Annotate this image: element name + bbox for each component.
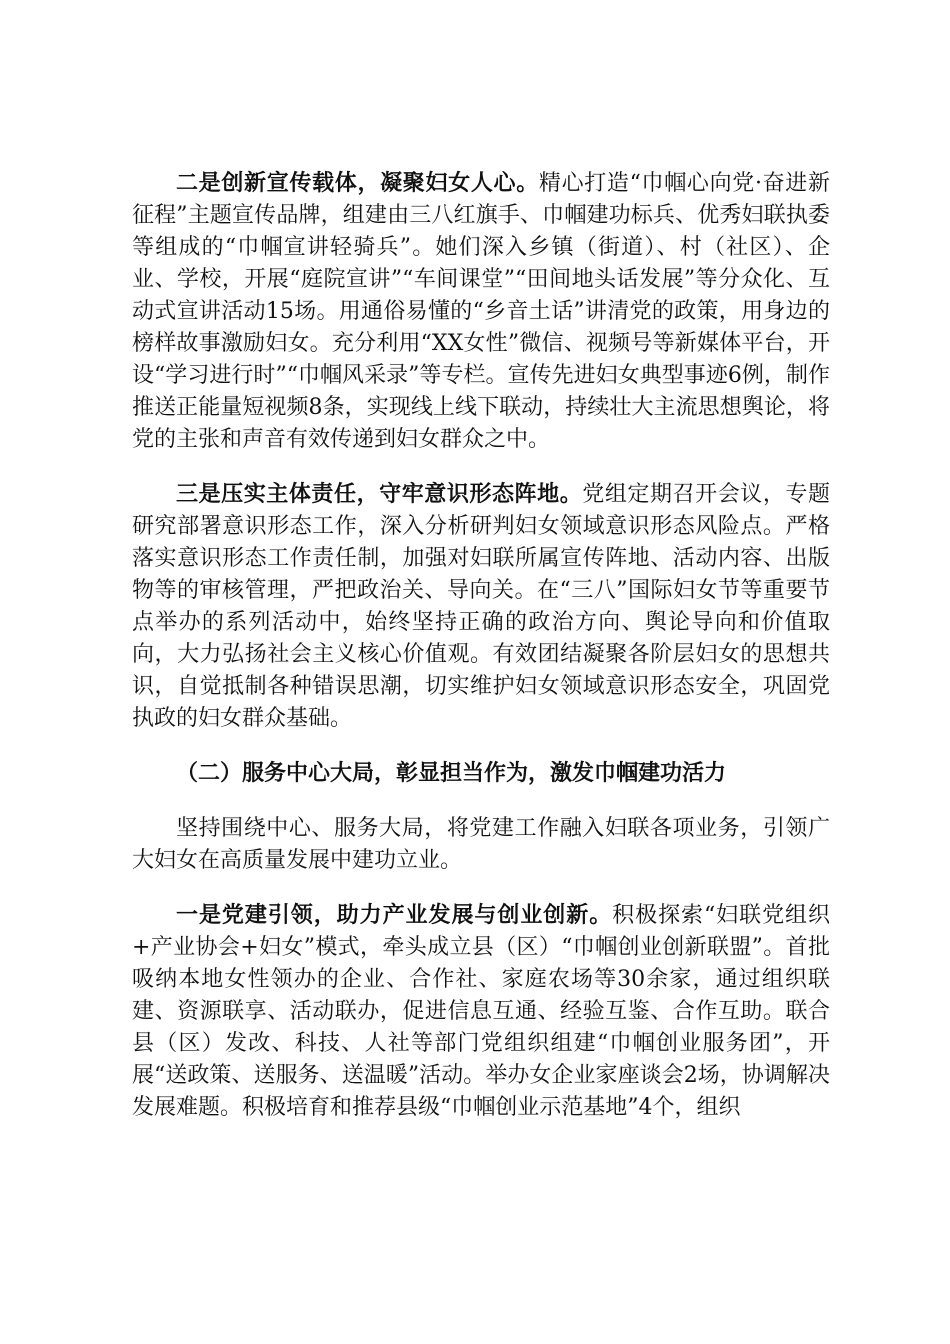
paragraph-lead: 一是党建引领，助力产业发展与创业创新。 [176,903,613,928]
paragraph-industry-development [132,900,830,1124]
paragraph-responsibility [132,479,830,735]
paragraph-body: 党组定期召开会议，专题研究部署意识形态工作，深入分析研判妇女领域意识形态风险点。严格落实意识形态工作责任制，加强对妇联所属宣传阵地、活动内容、出版物等的审核管理，严把政治关、导向关。在“三八”国际妇女节等重要节点举办的系列活动中，始终坚持正确的政治方向、舆论导向和价值取向，大力弘扬社会主义核心价值观。有效团结凝聚各阶层妇女的思想共识，自觉抵制各种错误思潮，切实维护妇女领域意识形态安全，巩固党执政的妇女群众基础。 [132,482,830,731]
paragraph-lead: 二是创新宣传载体，凝聚妇女人心。 [176,171,539,196]
paragraph-innovate-publicity [132,168,830,456]
section-heading: （二）服务中心大局，彰显担当作为，激发巾帼建功活力 [176,761,727,786]
document-page [132,168,830,1147]
paragraph-body: 积极探索“妇联党组织+产业协会+妇女”模式，牵头成立县（区）“巾帼创业创新联盟”。首批吸纳本地女性领办的企业、合作社、家庭农场等30余家，通过组织联建、资源联享、活动联办，促进信息互通、经验互鉴、合作互助。联合县（区）发改、科技、人社等部门党组织组建“巾帼创业服务团”，开展“送政策、送服务、送温暖”活动。举办女企业家座谈会2场，协调解决发展难题。积极培育和推荐县级“巾帼创业示范基地”4个，组织 [132,903,830,1120]
paragraph-body: 精心打造“巾帼心向党·奋进新征程”主题宣传品牌，组建由三八红旗手、巾帼建功标兵、优秀妇联执委等组成的“巾帼宣讲轻骑兵”。她们深入乡镇（街道）、村（社区）、企业、学校，开展“庭院宣讲”“车间课堂”“田间地头话发展”等分众化、互动式宣讲活动15场。用通俗易懂的“乡音土话”讲清党的政策，用身边的榜样故事激励妇女。充分利用“XX女性”微信、视频号等新媒体平台，开设“学习进行时”“巾帼风采录”等专栏。宣传先进妇女典型事迹6例，制作推送正能量短视频8条，实现线上线下联动，持续壮大主流思想舆论，将党的主张和声音有效传递到妇女群众之中。 [132,171,830,452]
section-intro: 坚持围绕中心、服务大局，将党建工作融入妇联各项业务，引领广大妇女在高质量发展中建功立业。 [132,816,830,873]
paragraph-lead: 三是压实主体责任，守牢意识形态阵地。 [176,482,583,507]
